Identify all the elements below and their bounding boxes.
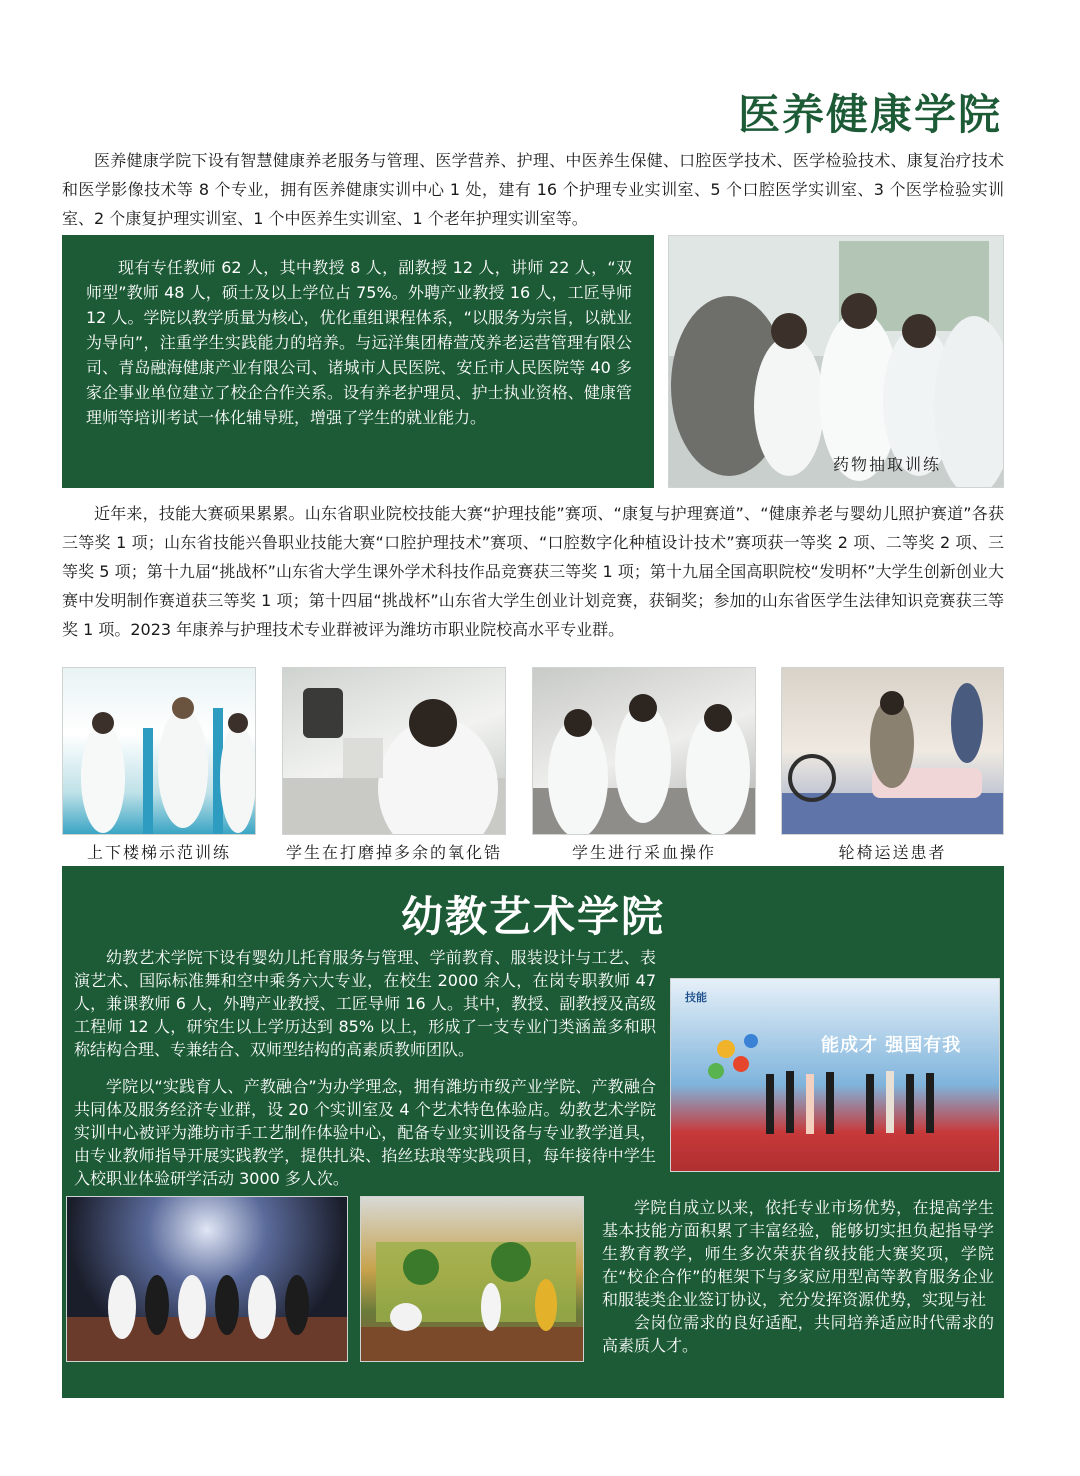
caption-stairs: 上下楼梯示范训练 [86,843,231,862]
photo-illustration [63,668,256,835]
faculty-box [62,235,654,488]
photo-illustration [671,979,1000,1172]
photo-stairs-training [62,667,256,835]
preschool-paragraph-3: 学院自成立以来，依托专业市场优势，在提高学生基本技能方面积累了丰富经验，能够切实担负起指导学生教育教学，师生多次荣获省级技能大赛奖项，学院在“校企合作”的框架下与多家应用型高等教育服务企业和服装类企业签订协议，充分发挥资源优势，实现与社 [602,1198,994,1309]
photo-ceremony-stage [670,978,1000,1172]
preschool-paragraph-1: 幼教艺术学院下设有婴幼儿托育服务与管理、学前教育、服装设计与工艺、表演艺术、国际标准舞和空中乘务六大专业，在校生 2000 余人，在岗专职教师 47 人，兼课教师 6 人，外聘产业教授、工匠导师 16 人。其中，教授、副教授及高级工程师 12 人，研究生以上学历达到 85% 以上，形成了一支专业门类涵盖多和职称结构合理、专兼结合、双师型结构的高素质教师团队。 [74,948,656,1059]
photo-illustration [361,1197,584,1362]
photo-drug-extraction [668,235,1004,488]
photo-illustration [782,668,1004,835]
photo-wheelchair [781,667,1004,835]
photo-zirconia-grinding [282,667,506,835]
section-title-medical: 医养健康学院 [737,90,1002,139]
photo-illustration [669,236,1004,488]
photo-blood-collection [532,667,756,835]
photo-fashion-show [66,1196,348,1362]
preschool-paragraph-2: 学院以“实践育人、产教融合”为办学理念，拥有潍坊市级产业学院、产教融合共同体及服务经济专业群，设 20 个实训室及 4 个艺术特色体验店。幼教艺术学院实训中心被评为潍坊市手工艺制作体验中心，配备专业实训设备与专业教学道具，由专业教师指导开展实践教学，提供扎染、掐丝珐琅等实践项目，每年接待中学生入校职业体验研学活动 3000 多人次。 [74,1077,656,1188]
preschool-paragraph-4: 会岗位需求的良好适配，共同培养适应时代需求的高素质人才。 [602,1313,994,1355]
caption-wheelchair: 轮椅运送患者 [838,843,947,862]
photo-illustration [533,668,756,835]
section-title-preschool: 幼教艺术学院 [400,892,665,941]
photo-illustration [283,668,506,835]
photo-caption-drug: 药物抽取训练 [832,455,941,474]
banner-logo: 技能 [685,991,707,1004]
banner-slogan: 能成才 强国有我 [821,1035,962,1056]
preschool-arts-section [62,866,1004,1398]
intro-paragraph: 医养健康学院下设有智慧健康养老服务与管理、医学营养、护理、中医养生保健、口腔医学技术、医学检验技术、康复治疗技术和医学影像技术等 8 个专业，拥有医养健康实训中心 1 处，建有 16 个护理专业实训室、5 个口腔医学实训室、3 个医学检验实训室、2 个康复护理实训室、1 个中医养生实训室、1 个老年护理实训室等。 [62,151,1004,228]
caption-zirconia: 学生在打磨掉多余的氧化锆 [285,843,502,862]
caption-blood: 学生进行采血操作 [571,843,716,862]
faculty-paragraph: 现有专任教师 62 人，其中教授 8 人，副教授 12 人，讲师 22 人，“双师型”教师 48 人，硕士及以上学位占 75%。外聘产业教授 16 人，工匠导师 12 人。学院以教学质量为核心，优化重组课程体系，“以服务为宗旨，以就业为导向”，注重学生实践能力的培养。与远洋集团椿萱茂养老运营管理有限公司、青岛融海健康产业有限公司、诸城市人民医院、安丘市人民医院等 40 多家企事业单位建立了校企合作关系。设有养老护理员、护士执业资格、健康管理师等培训考试一体化辅导班，增强了学生的就业能力。 [86,258,632,427]
achievements-paragraph: 近年来，技能大赛硕果累累。山东省职业院校技能大赛“护理技能”赛项、“康复与护理赛道”、“健康养老与婴幼儿照护赛道”各获三等奖 1 项；山东省技能兴鲁职业技能大赛“口腔护理技术”赛项、“口腔数字化种植设计技术”赛项获一等奖 2 项、二等奖 2 项、三等奖 5 项；第十九届“挑战杯”山东省大学生课外学术科技作品竞赛获三等奖 1 项；第十九届全国高职院校“发明杯”大学生创新创业大赛中发明制作赛道获三等奖 1 项；第十四届“挑战杯”山东省大学生创业计划竞赛，获铜奖；参加的山东省医学生法律知识竞赛获三等奖 1 项。2023 年康养与护理技术专业群被评为潍坊市职业院校高水平专业群。 [62,504,1004,639]
photo-illustration [67,1197,348,1362]
photo-stage-play [360,1196,584,1362]
